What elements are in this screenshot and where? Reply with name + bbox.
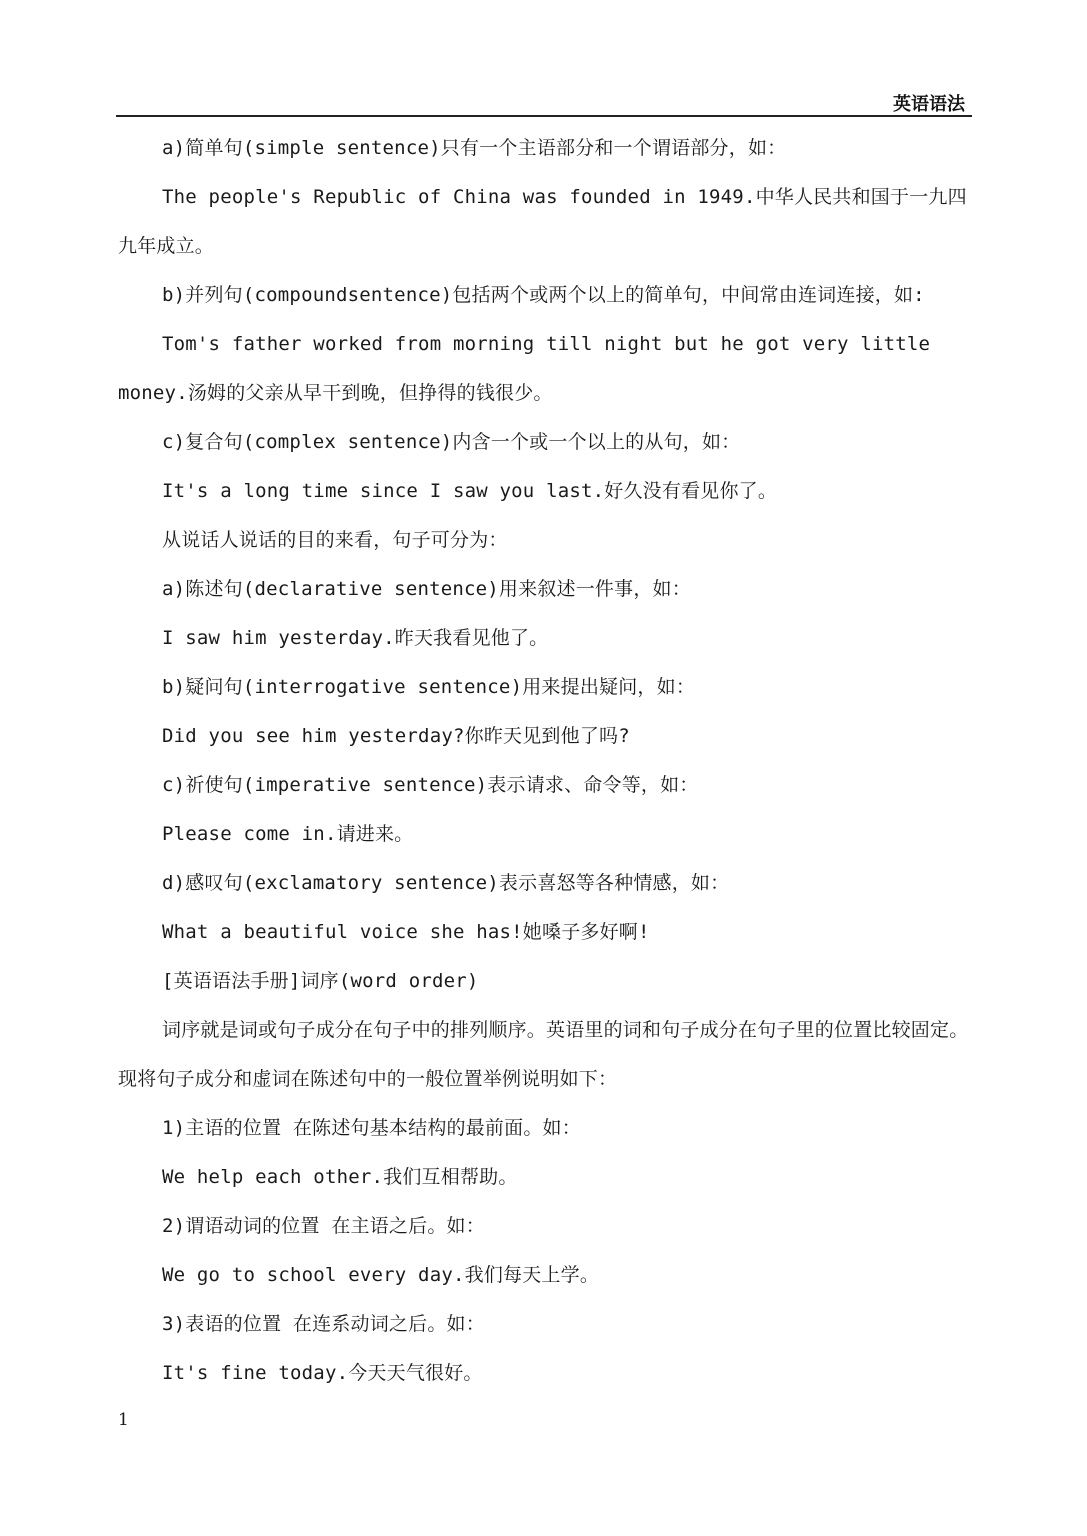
paragraph: b)并列句(compoundsentence)包括两个或两个以上的简单句，中间常由连词连接，如: <box>162 284 925 306</box>
paragraph: We help each other.我们互相帮助。 <box>162 1166 518 1188</box>
paragraph: What a beautiful voice she has!她嗓子多好啊! <box>162 921 650 943</box>
paragraph: 从说话人说话的目的来看，句子可分为： <box>162 529 508 551</box>
paragraph: Did you see him yesterday?你昨天见到他了吗? <box>162 725 630 747</box>
paragraph: c)复合句(complex sentence)内含一个或一个以上的从句，如： <box>162 431 741 453</box>
paragraph: I saw him yesterday.昨天我看见他了。 <box>162 627 549 649</box>
header-title: 英语语法 <box>893 94 965 115</box>
paragraph: 3)表语的位置 在连系动词之后。如： <box>162 1313 485 1335</box>
section-heading: [英语语法手册]词序(word order) <box>162 970 479 992</box>
paragraph: a)简单句(simple sentence)只有一个主语部分和一个谓语部分，如： <box>162 137 787 159</box>
page-number: 1 <box>118 1410 129 1430</box>
paragraph: 词序就是词或句子成分在句子中的排列顺序。英语里的词和句子成分在句子里的位置比较固定。现将句子成分和虚词在陈述句中的一般位置举例说明如下： <box>118 1019 969 1090</box>
paragraph: It's fine today.今天天气很好。 <box>162 1362 483 1384</box>
paragraph: It's a long time since I saw you last.好久没有看见你了。 <box>162 480 778 502</box>
paragraph: 2)谓语动词的位置 在主语之后。如： <box>162 1215 485 1237</box>
paragraph: 1)主语的位置 在陈述句基本结构的最前面。如： <box>162 1117 581 1139</box>
header-divider <box>116 115 972 117</box>
paragraph: b)疑问句(interrogative sentence)用来提出疑问，如： <box>162 676 696 698</box>
paragraph: Please come in.请进来。 <box>162 823 414 845</box>
paragraph: d)感叹句(exclamatory sentence)表示喜怒等各种情感，如： <box>162 872 730 894</box>
paragraph: c)祈使句(imperative sentence)表示请求、命令等，如： <box>162 774 699 796</box>
paragraph: We go to school every day.我们每天上学。 <box>162 1264 600 1286</box>
paragraph: The people's Republic of China was founded in 1949.中华人民共和国于一九四九年成立。 <box>118 186 967 257</box>
document-body <box>118 124 970 1398</box>
paragraph: Tom's father worked from morning till night but he got very little money.汤姆的父亲从早干到晚，但挣得的钱很少。 <box>118 333 942 404</box>
paragraph: a)陈述句(declarative sentence)用来叙述一件事，如： <box>162 578 691 600</box>
